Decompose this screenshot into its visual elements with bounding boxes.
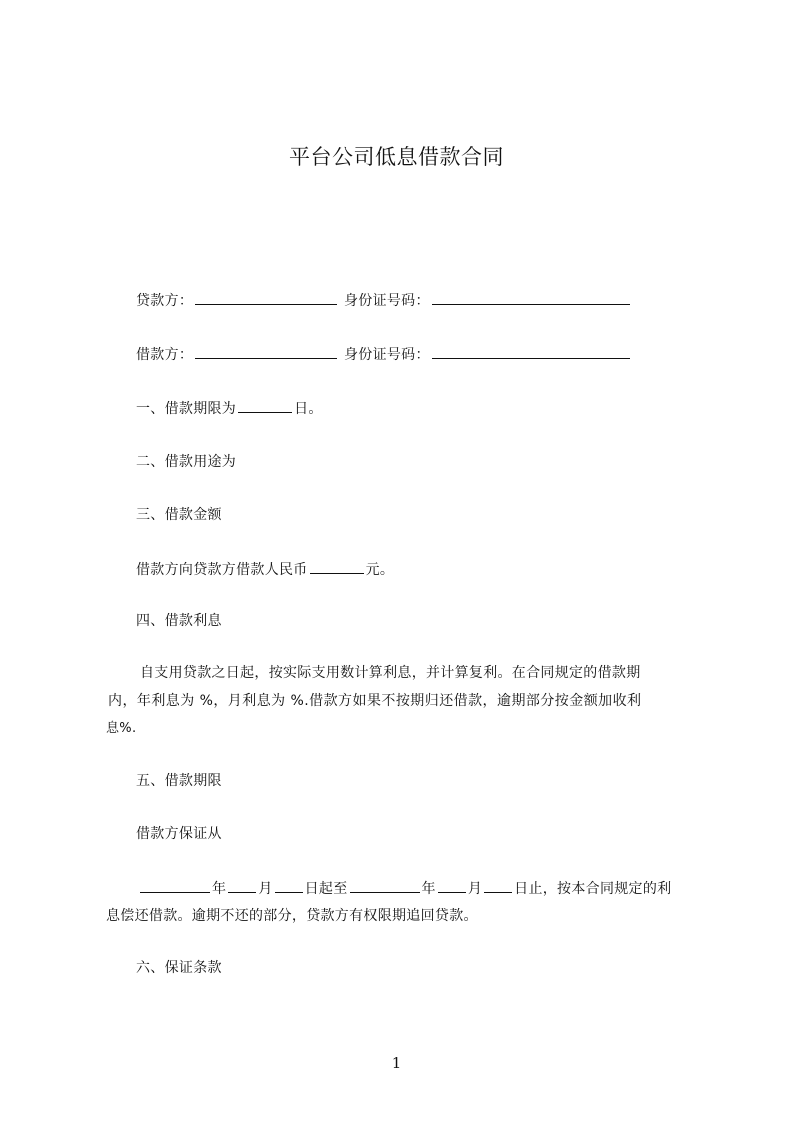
end-day-blank: [484, 878, 512, 893]
end-day-label: 日止，按本合同规定的利: [514, 881, 672, 897]
start-day-blank: [275, 878, 303, 893]
lender-id-label: 身份证号码：: [343, 293, 430, 309]
start-year-blank: [140, 878, 210, 893]
start-month-label: 月: [258, 881, 273, 897]
lender-line: [136, 290, 632, 311]
borrower-name-blank: [195, 344, 337, 359]
section-1: [136, 398, 323, 419]
borrower-line: [136, 344, 632, 365]
borrower-label: 借款方：: [136, 347, 194, 363]
section-4-para-line-3: 息%.: [106, 721, 137, 736]
section-1-suffix: 日。: [294, 401, 323, 417]
end-month-blank: [438, 878, 466, 893]
start-year-label: 年: [212, 881, 227, 897]
end-month-label: 月: [467, 881, 483, 897]
section-4-heading: 四、借款利息: [136, 613, 222, 629]
borrower-id-blank: [432, 344, 630, 359]
start-month-blank: [228, 878, 256, 893]
start-day-label: 日起至: [304, 881, 348, 897]
amount-suffix: 元。: [365, 562, 395, 578]
section-1-prefix: 一、借款期限为: [136, 401, 237, 417]
end-year-label: 年: [421, 881, 436, 897]
section-2-heading: 二、借款用途为: [136, 454, 237, 470]
date-range-line: [138, 878, 671, 899]
section-5-heading: 五、借款期限: [136, 773, 222, 789]
section-3-body: [136, 559, 394, 580]
section-4-para-line-1: 自支用贷款之日起，按实际支用数计算利息，并计算复利。在合同规定的借款期: [140, 665, 641, 681]
borrower-id-label: 身份证号码：: [343, 347, 430, 363]
amount-prefix: 借款方向贷款方借款人民币: [136, 562, 308, 578]
section-5-para-line-3: 息偿还借款。逾期不还的部分，贷款方有权限期追回贷款。: [106, 908, 478, 924]
section-3-heading: 三、借款金额: [136, 507, 222, 523]
lender-id-blank: [432, 290, 630, 305]
lender-name-blank: [195, 290, 337, 305]
amount-blank: [310, 559, 364, 574]
end-year-blank: [350, 878, 420, 893]
term-days-blank: [238, 398, 292, 413]
section-4-para-line-2: 内，年利息为 %，月利息为 %.借款方如果不按期归还借款，逾期部分按金额加收利: [108, 693, 642, 709]
section-5-body: 借款方保证从: [136, 826, 222, 842]
page-number: 1: [391, 1054, 402, 1072]
page-title: 平台公司低息借款合同: [289, 145, 504, 169]
section-6-heading: 六、保证条款: [136, 960, 222, 976]
lender-label: 贷款方：: [136, 293, 194, 309]
